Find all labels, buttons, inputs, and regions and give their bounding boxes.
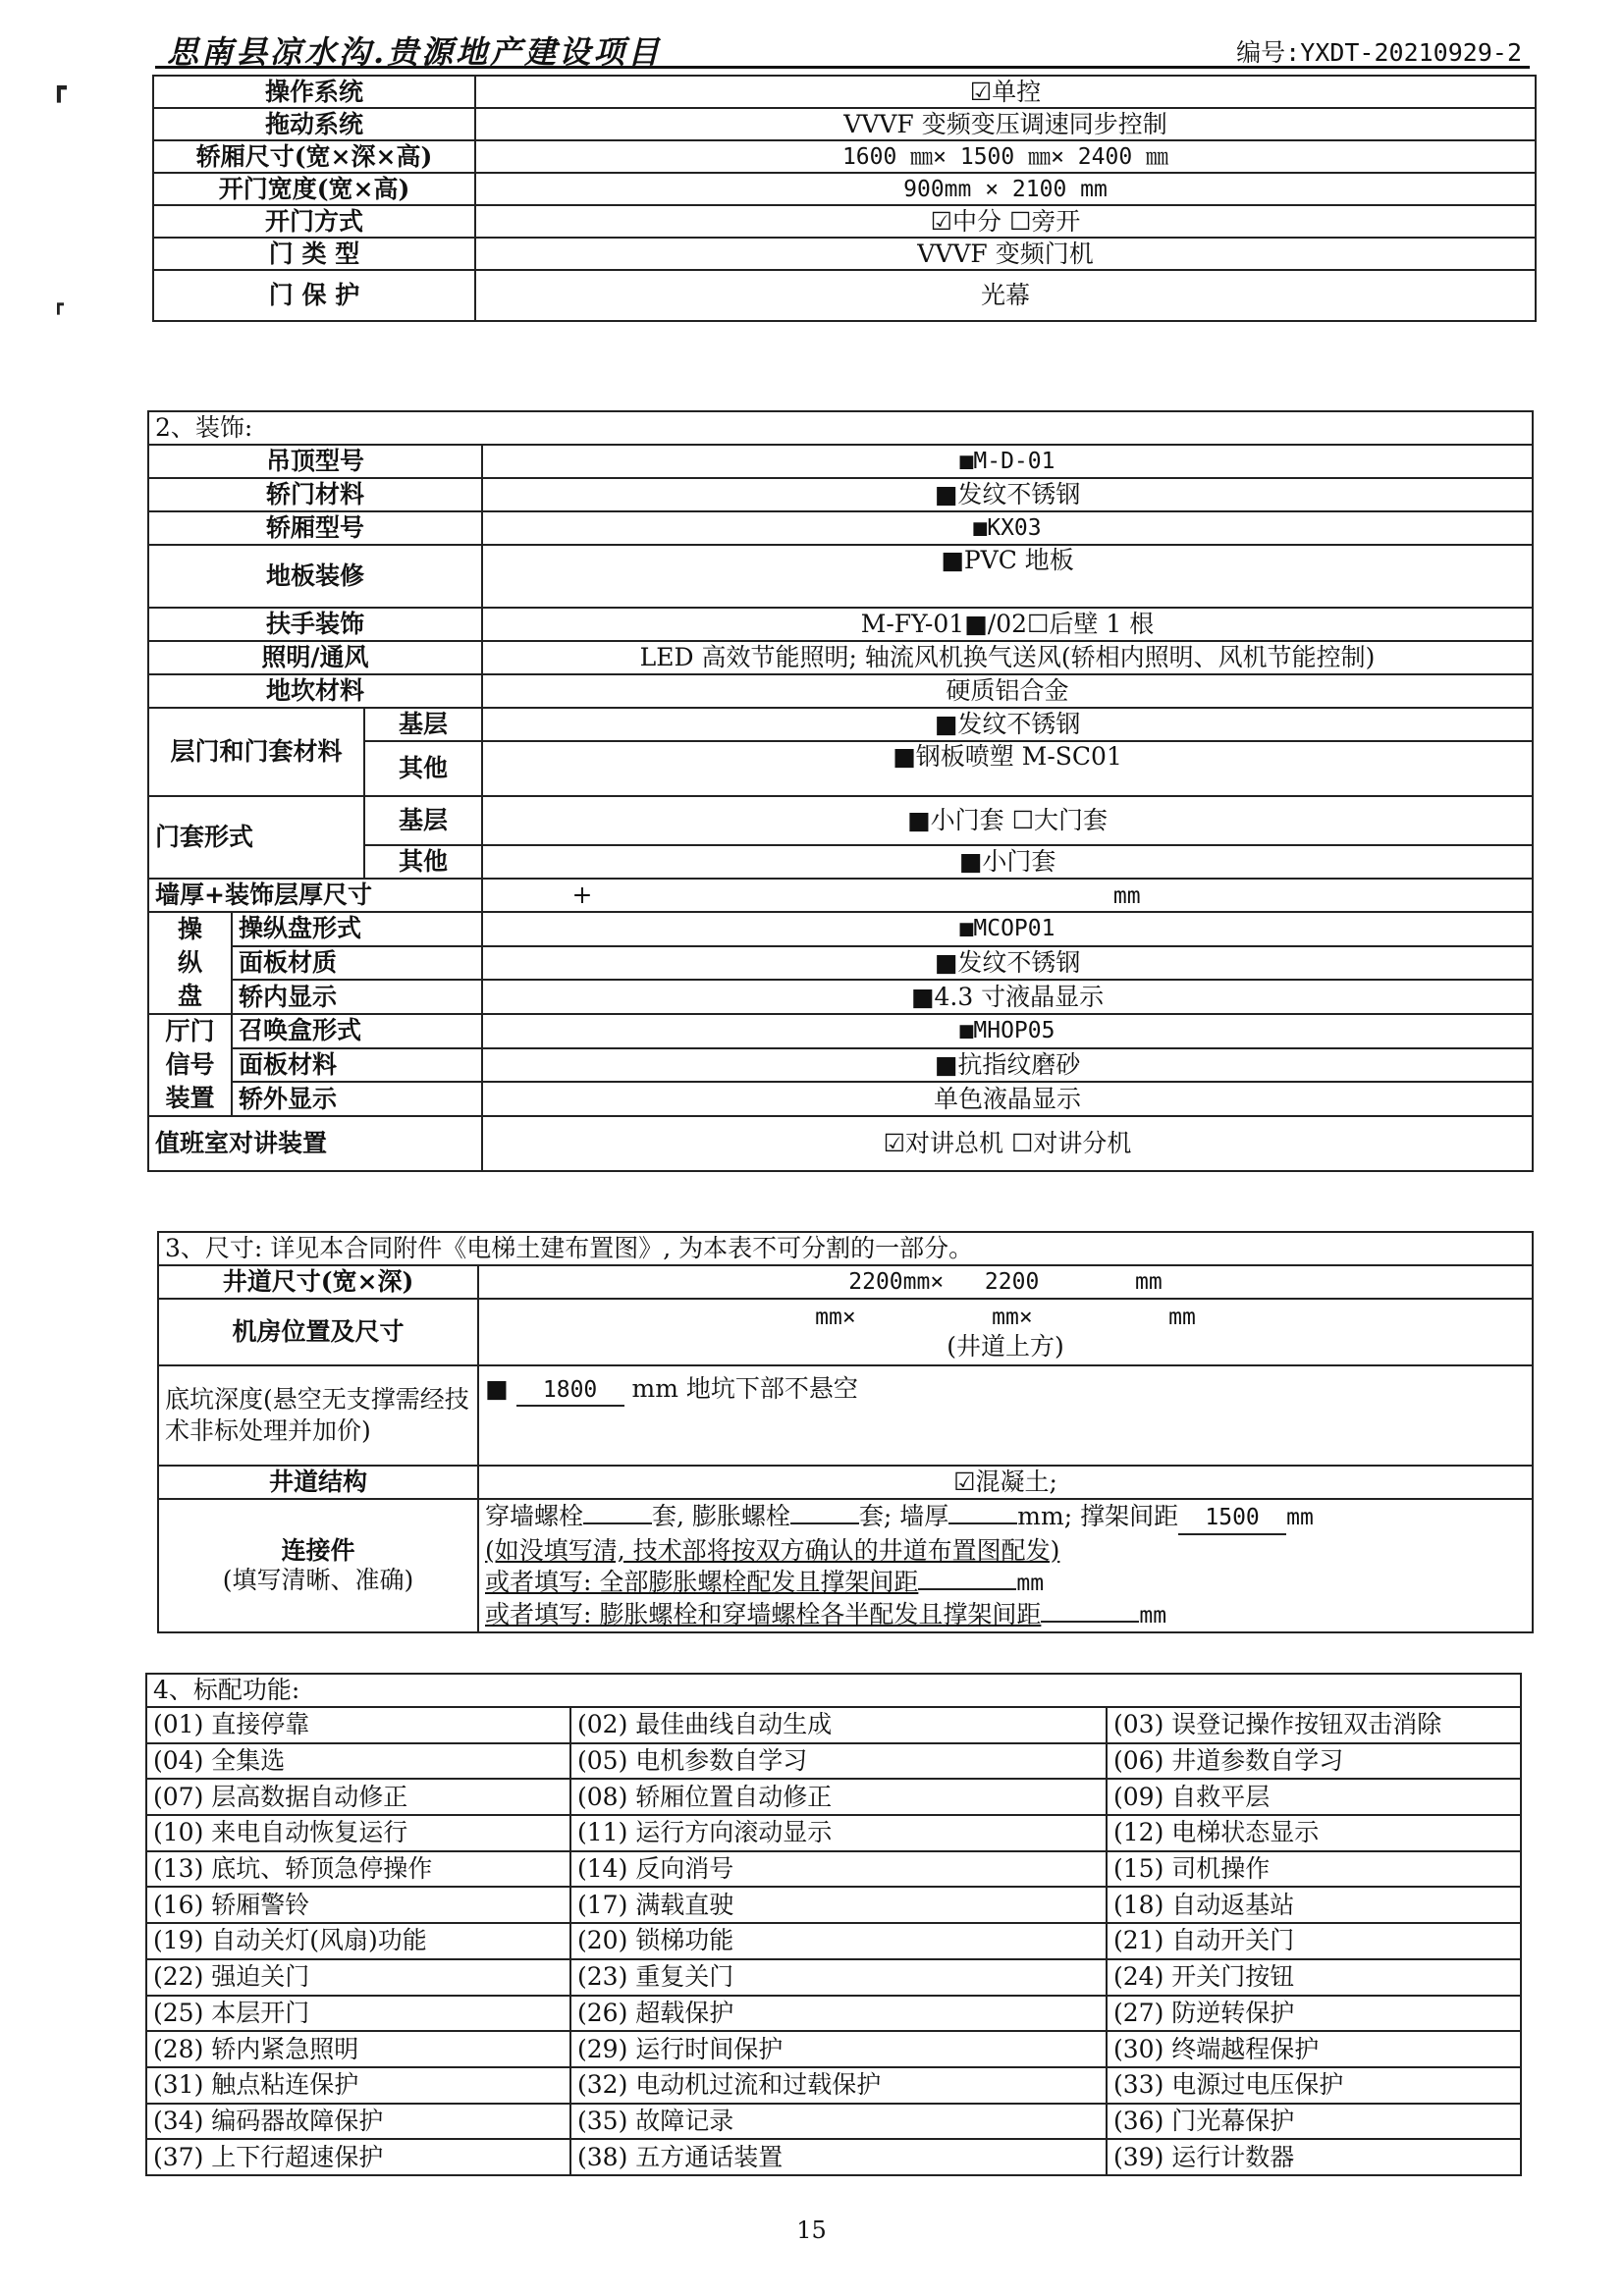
pit-label: 底坑深度(悬空无支撑需经技术非标处理并加价) [158, 1365, 478, 1466]
row-value: 900mm × 2100 mm [475, 173, 1536, 205]
row-value: 光幕 [475, 270, 1536, 321]
row-label: 吊顶型号 [148, 445, 482, 478]
row-label: 门 保 护 [153, 270, 475, 321]
section-title-row [158, 1232, 1533, 1265]
row-label: 值班室对讲装置 [148, 1116, 482, 1171]
function-item: (24) 开关门按钮 [1107, 1959, 1521, 1996]
table-row [148, 545, 1533, 608]
table-row [148, 1116, 1533, 1171]
function-item: (25) 本层开门 [146, 1996, 570, 2032]
row-value: ■发纹不锈钢 [482, 708, 1533, 741]
row-value: ☑中分 ☐旁开 [475, 205, 1536, 238]
row-label: 拖动系统 [153, 108, 475, 140]
function-item: (32) 电动机过流和过载保护 [570, 2067, 1107, 2104]
row-label: 轿厢型号 [148, 511, 482, 545]
machine-room-value: mm× mm× mm (井道上方) [478, 1299, 1533, 1365]
function-item: (18) 自动返基站 [1107, 1887, 1521, 1923]
table-row [153, 108, 1536, 140]
row-label: 召唤盒形式 [232, 1014, 482, 1048]
decoration-table [147, 410, 1534, 1172]
header-rule [155, 66, 1530, 69]
table-row [148, 674, 1533, 708]
row-value: ■4.3 寸液晶显示 [482, 980, 1533, 1014]
table-row [148, 641, 1533, 674]
row-value: ■KX03 [482, 511, 1533, 545]
function-item: (28) 轿内紧急照明 [146, 2031, 570, 2067]
system-table [152, 75, 1537, 322]
function-item: (29) 运行时间保护 [570, 2031, 1107, 2067]
function-row [146, 1887, 1521, 1923]
function-row [146, 2139, 1521, 2175]
document-code: 编号:YXDT-20210929-2 [1236, 38, 1522, 67]
function-row [146, 1959, 1521, 1996]
function-item: (39) 运行计数器 [1107, 2139, 1521, 2175]
row-label: 面板材料 [232, 1048, 482, 1083]
table-row [148, 608, 1533, 641]
function-item: (27) 防逆转保护 [1107, 1996, 1521, 2032]
function-item: (37) 上下行超速保护 [146, 2139, 570, 2175]
row-label: 地板装修 [148, 545, 482, 608]
table-row [153, 270, 1536, 321]
section-title: 2、装饰: [148, 411, 1533, 445]
row-label: 开门宽度(宽×高) [153, 173, 475, 205]
door-frame-label: 门套形式 [148, 796, 364, 879]
table-row [153, 205, 1536, 238]
table-row [158, 1499, 1533, 1632]
row-label: 门 类 型 [153, 238, 475, 270]
table-row [158, 1265, 1533, 1299]
door-material-label: 层门和门套材料 [148, 708, 364, 796]
row-label: 井道结构 [158, 1466, 478, 1499]
table-row [148, 946, 1533, 981]
sub-label: 基层 [364, 708, 482, 741]
function-item: (23) 重复关门 [570, 1959, 1107, 1996]
table-row [148, 478, 1533, 511]
function-row [146, 1996, 1521, 2032]
row-label: 轿外显示 [232, 1082, 482, 1116]
row-value: ■抗指纹磨砂 [482, 1048, 1533, 1083]
function-item: (35) 故障记录 [570, 2104, 1107, 2140]
row-value: ■小门套 [482, 845, 1533, 879]
margin-mark: ┏ [51, 74, 67, 103]
table-row [158, 1365, 1533, 1466]
row-value: ■发纹不锈钢 [482, 946, 1533, 981]
row-value: ■M-D-01 [482, 445, 1533, 478]
table-row [148, 879, 1533, 912]
sub-label: 其他 [364, 845, 482, 879]
table-row [153, 173, 1536, 205]
row-label: 轿厢尺寸(宽×深×高) [153, 140, 475, 173]
row-label: 井道尺寸(宽×深) [158, 1265, 478, 1299]
function-item: (03) 误登记操作按钮双击消除 [1107, 1707, 1521, 1743]
function-item: (10) 来电自动恢复运行 [146, 1815, 570, 1851]
row-label: 地坎材料 [148, 674, 482, 708]
table-row [148, 912, 1533, 946]
row-value: LED 高效节能照明; 轴流风机换气送风(轿相内照明、风机节能控制) [482, 641, 1533, 674]
function-item: (30) 终端越程保护 [1107, 2031, 1521, 2067]
row-label: 轿门材料 [148, 478, 482, 511]
shaft-size: 2200mm× 2200 mm [478, 1265, 1533, 1299]
table-row [148, 796, 1533, 845]
function-item: (05) 电机参数自学习 [570, 1743, 1107, 1780]
row-label: 面板材质 [232, 946, 482, 981]
function-item: (14) 反向消号 [570, 1851, 1107, 1888]
section-title: 3、尺寸: 详见本合同附件《电梯土建布置图》, 为本表不可分割的一部分。 [158, 1232, 1533, 1265]
function-row [146, 2031, 1521, 2067]
function-row [146, 1923, 1521, 1959]
function-item: (34) 编码器故障保护 [146, 2104, 570, 2140]
row-value: ■钢板喷塑 M-SC01 [482, 741, 1533, 796]
table-row [148, 445, 1533, 478]
function-item: (26) 超载保护 [570, 1996, 1107, 2032]
function-row [146, 2104, 1521, 2140]
function-item: (16) 轿厢警铃 [146, 1887, 570, 1923]
section-title-row [146, 1674, 1521, 1707]
row-value: 硬质铝合金 [482, 674, 1533, 708]
function-row [146, 1743, 1521, 1780]
margin-mark: ┏ [53, 294, 64, 315]
table-row [148, 1014, 1533, 1048]
function-item: (09) 自救平层 [1107, 1779, 1521, 1815]
table-row [148, 511, 1533, 545]
row-label: 扶手装饰 [148, 608, 482, 641]
row-value: ■发纹不锈钢 [482, 478, 1533, 511]
page-number: 15 [796, 2216, 827, 2244]
table-row [158, 1299, 1533, 1365]
function-item: (15) 司机操作 [1107, 1851, 1521, 1888]
row-label: 开门方式 [153, 205, 475, 238]
table-row [153, 76, 1536, 108]
row-value: ■MHOP05 [482, 1014, 1533, 1048]
page-header [155, 22, 1530, 69]
function-item: (33) 电源过电压保护 [1107, 2067, 1521, 2104]
function-item: (01) 直接停靠 [146, 1707, 570, 1743]
function-item: (20) 锁梯功能 [570, 1923, 1107, 1959]
function-row [146, 1779, 1521, 1815]
table-row [148, 708, 1533, 741]
row-value: ■小门套 ☐大门套 [482, 796, 1533, 845]
function-item: (22) 强迫关门 [146, 1959, 570, 1996]
function-item: (11) 运行方向滚动显示 [570, 1815, 1107, 1851]
dimension-table [157, 1231, 1534, 1633]
function-item: (36) 门光幕保护 [1107, 2104, 1521, 2140]
function-item: (21) 自动开关门 [1107, 1923, 1521, 1959]
hall-group-label: 厅门信号装置 [148, 1014, 232, 1116]
cop-group-label: 操纵盘 [148, 912, 232, 1014]
wall-unit: mm [1112, 882, 1141, 909]
row-label: 操作系统 [153, 76, 475, 108]
row-value: ☑混凝土; [478, 1466, 1533, 1499]
section-title-row [148, 411, 1533, 445]
row-label: 操纵盘形式 [232, 912, 482, 946]
row-value: VVVF 变频门机 [475, 238, 1536, 270]
row-value: ☑对讲总机 ☐对讲分机 [482, 1116, 1533, 1171]
row-value: ☑单控 [475, 76, 1536, 108]
row-label: 照明/通风 [148, 641, 482, 674]
function-item: (38) 五方通话装置 [570, 2139, 1107, 2175]
row-value: VVVF 变频变压调速同步控制 [475, 108, 1536, 140]
row-label: 轿内显示 [232, 980, 482, 1014]
table-row [148, 980, 1533, 1014]
sub-label: 基层 [364, 796, 482, 845]
pit-value: ■ 1800 mm 地坑下部不悬空 [478, 1365, 1533, 1466]
project-title: 思南县凉水沟.贵源地产建设项目 [167, 33, 663, 71]
connection-label: 连接件 (填写清晰、准确) [158, 1499, 478, 1632]
function-item: (12) 电梯状态显示 [1107, 1815, 1521, 1851]
function-item: (31) 触点粘连保护 [146, 2067, 570, 2104]
table-row [158, 1466, 1533, 1499]
table-row [153, 238, 1536, 270]
function-row [146, 1851, 1521, 1888]
function-item: (04) 全集选 [146, 1743, 570, 1780]
function-table [145, 1673, 1522, 2176]
row-value: 1600 ㎜× 1500 ㎜× 2400 ㎜ [475, 140, 1536, 173]
function-item: (02) 最佳曲线自动生成 [570, 1707, 1107, 1743]
row-value: ■MCOP01 [482, 912, 1533, 946]
connection-value: 穿墙螺栓 套, 膨胀螺栓 套; 墙厚 mm; 撑架间距 1500 mm (如没填写清, 技术部将按双方确认的井道布置图配发) 或者填写: 全部膨胀螺栓配发且撑架间距 mm 或者填写: 膨胀螺栓和穿墙螺栓各半配发且撑架间距 mm [478, 1499, 1533, 1632]
row-label: 墙厚+装饰层厚尺寸 [148, 879, 482, 912]
row-label: 机房位置及尺寸 [158, 1299, 478, 1365]
row-value: ■PVC 地板 [482, 545, 1533, 608]
function-item: (07) 层高数据自动修正 [146, 1779, 570, 1815]
table-row [148, 1082, 1533, 1116]
function-row [146, 2067, 1521, 2104]
function-item: (08) 轿厢位置自动修正 [570, 1779, 1107, 1815]
sub-label: 其他 [364, 741, 482, 796]
table-row [148, 1048, 1533, 1083]
section-title: 4、标配功能: [146, 1674, 1521, 1707]
function-item: (19) 自动关灯(风扇)功能 [146, 1923, 570, 1959]
row-value: 单色液晶显示 [482, 1082, 1533, 1116]
function-row [146, 1707, 1521, 1743]
table-row [153, 140, 1536, 173]
function-item: (13) 底坑、轿顶急停操作 [146, 1851, 570, 1888]
function-item: (17) 满载直驶 [570, 1887, 1107, 1923]
function-row [146, 1815, 1521, 1851]
function-item: (06) 井道参数自学习 [1107, 1743, 1521, 1780]
row-value: M-FY-01■/02☐后壁 1 根 [482, 608, 1533, 641]
wall-plus: + [571, 880, 593, 909]
